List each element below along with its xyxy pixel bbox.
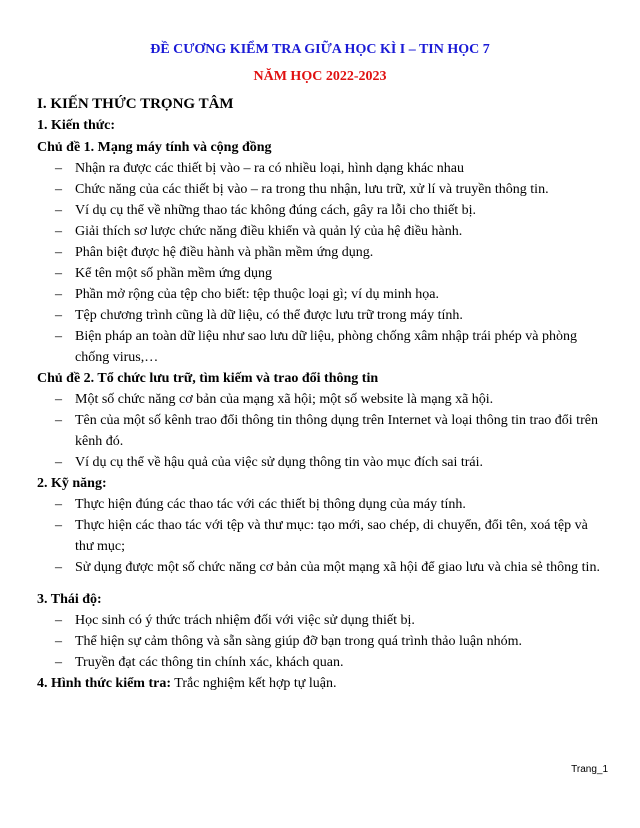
topic1-list: [37, 158, 609, 368]
list-item: [37, 389, 609, 410]
dash-marker: –: [55, 560, 62, 575]
section-heading: I. KIẾN THỨC TRỌNG TÂM: [37, 96, 234, 112]
list-item-text: Thể hiện sự cảm thông và sẵn sàng giúp đỡ bạn trong quá trình thảo luận nhóm.: [75, 634, 522, 649]
section-focus: [37, 94, 609, 694]
list-item-text: Sử dụng được một số chức năng cơ bản của một mạng xã hội để giao lưu và chia sẻ thông tin.: [75, 560, 600, 575]
list-item: [37, 242, 609, 263]
list-item-text: Phần mở rộng của tệp cho biết: tệp thuộc loại gì; ví dụ minh họa.: [75, 287, 439, 302]
dash-marker: –: [55, 655, 62, 670]
page-number: Trang_1: [571, 764, 608, 775]
list-item: [37, 263, 609, 284]
dash-marker: –: [55, 203, 62, 218]
dash-marker: –: [55, 392, 62, 407]
list-item: [37, 631, 609, 652]
dash-marker: –: [55, 182, 62, 197]
list-item-text: Ví dụ cụ thể về hậu quả của việc sử dụng thông tin vào mục đích sai trái.: [75, 455, 484, 470]
list-item-text: Tệp chương trình cũng là dữ liệu, có thể được lưu trữ trong máy tính.: [75, 308, 463, 323]
dash-marker: –: [55, 161, 62, 176]
exam-form-value: Trắc nghiệm kết hợp tự luận.: [171, 676, 337, 691]
dash-marker: –: [55, 413, 62, 428]
school-year: NĂM HỌC 2022-2023: [253, 69, 387, 84]
list-item: [37, 221, 609, 242]
list-item: [37, 284, 609, 305]
list-item-text: Biện pháp an toàn dữ liệu như sao lưu dữ liệu, phòng chống xâm nhập trái phép và phòng chống virus,…: [75, 329, 577, 365]
exam-form-label: 4. Hình thức kiểm tra:: [37, 676, 172, 691]
list-item: [37, 179, 609, 200]
dash-marker: –: [55, 245, 62, 260]
list-item: [37, 515, 609, 557]
dash-marker: –: [55, 308, 62, 323]
dash-marker: –: [55, 613, 62, 628]
knowledge-heading: 1. Kiến thức:: [37, 118, 116, 133]
list-item-text: Truyền đạt các thông tin chính xác, khách quan.: [75, 655, 344, 670]
list-item: [37, 305, 609, 326]
attitude-heading: 3. Thái độ:: [37, 592, 102, 607]
list-item-text: Tên của một số kênh trao đổi thông tin thông dụng trên Internet và loại thông tin trao đổi trên kênh đó.: [75, 413, 598, 449]
exam-form-line: [37, 673, 609, 694]
topic2-heading: Chủ đề 2. Tổ chức lưu trữ, tìm kiếm và trao đổi thông tin: [37, 371, 379, 386]
topic2-list: [37, 389, 609, 473]
dash-marker: –: [55, 634, 62, 649]
list-item: [37, 652, 609, 673]
list-item: [37, 326, 609, 368]
list-item: [37, 158, 609, 179]
dash-marker: –: [55, 518, 62, 533]
skills-heading: 2. Kỹ năng:: [37, 476, 107, 491]
dash-marker: –: [55, 455, 62, 470]
list-item-text: Nhận ra được các thiết bị vào – ra có nhiều loại, hình dạng khác nhau: [75, 161, 464, 176]
list-item-text: Thực hiện đúng các thao tác với các thiết bị thông dụng của máy tính.: [75, 497, 466, 512]
list-item-text: Học sinh có ý thức trách nhiệm đối với việc sử dụng thiết bị.: [75, 613, 415, 628]
list-item-text: Kể tên một số phần mềm ứng dụng: [75, 266, 272, 281]
dash-marker: –: [55, 287, 62, 302]
dash-marker: –: [55, 497, 62, 512]
document-title: ĐỀ CƯƠNG KIỂM TRA GIỮA HỌC KÌ I – TIN HỌC 7: [150, 42, 490, 57]
attitude-list: [37, 610, 609, 673]
list-item-text: Một số chức năng cơ bản của mạng xã hội; một số website là mạng xã hội.: [75, 392, 494, 407]
list-item-text: Phân biệt được hệ điều hành và phần mềm ứng dụng.: [75, 245, 374, 260]
list-item-text: Ví dụ cụ thể về những thao tác không đúng cách, gây ra lỗi cho thiết bị.: [75, 203, 477, 218]
skills-list: [37, 494, 609, 578]
list-item: [37, 557, 609, 578]
list-item-text: Thực hiện các thao tác với tệp và thư mục: tạo mới, sao chép, di chuyển, đổi tên, xoá tệp và thư mục;: [75, 518, 588, 554]
list-item: [37, 452, 609, 473]
list-item: [37, 494, 609, 515]
dash-marker: –: [55, 224, 62, 239]
list-item-text: Chức năng của các thiết bị vào – ra trong thu nhận, lưu trữ, xử lí và truyền thông tin.: [75, 182, 549, 197]
dash-marker: –: [55, 266, 62, 281]
list-item: [37, 200, 609, 221]
list-item: [37, 610, 609, 631]
dash-marker: –: [55, 329, 62, 344]
list-item-text: Giải thích sơ lược chức năng điều khiển và quản lý của hệ điều hành.: [75, 224, 463, 239]
list-item: [37, 410, 609, 452]
topic1-heading: Chủ đề 1. Mạng máy tính và cộng đồng: [37, 140, 272, 155]
